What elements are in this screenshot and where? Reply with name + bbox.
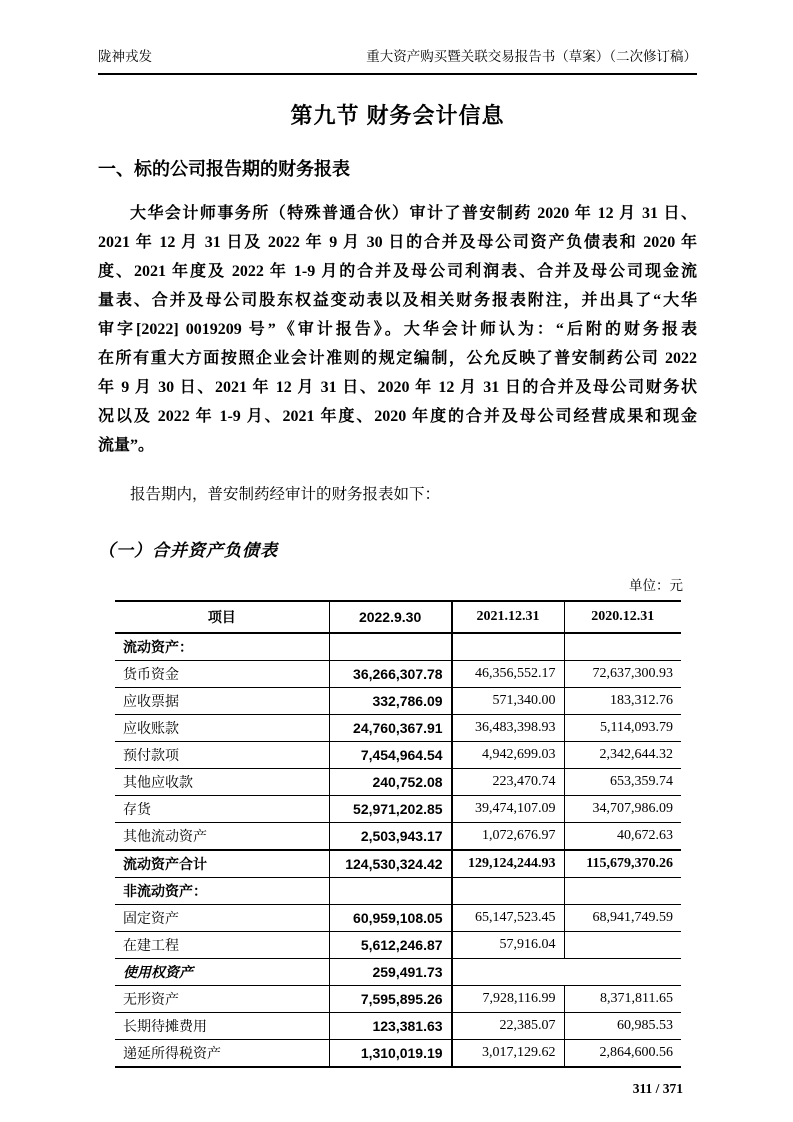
cell-2022-9-30: 123,381.63 [329,1013,451,1040]
section-heading: 一、标的公司报告期的财务报表 [98,159,350,179]
cell-2020-12-31: 5,114,093.79 [564,715,681,742]
row-label: 非流动资产： [115,878,329,905]
cell-2020-12-31 [564,633,681,661]
consolidated-balance-sheet-table [115,600,681,1068]
column-header-2020-12-31: 2020.12.31 [564,601,681,633]
subsection-heading: （一）合并资产负债表 [98,541,278,560]
cell-2021-12-31 [452,633,564,661]
column-header-2021-12-31: 2021.12.31 [452,601,564,633]
row-label: 应收账款 [115,715,329,742]
cell-2020-12-31: 40,672.63 [564,823,681,851]
cell-2022-9-30: 52,971,202.85 [329,796,451,823]
cell-2022-9-30: 36,266,307.78 [329,661,451,688]
row-label: 在建工程 [115,932,329,959]
cell-2021-12-31: 1,072,676.97 [452,823,564,851]
cell-2020-12-31: 34,707,986.09 [564,796,681,823]
header-report-title: 重大资产购买暨关联交易报告书（草案）（二次修订稿） [366,49,697,64]
cell-2022-9-30: 7,454,964.54 [329,742,451,769]
row-label: 货币资金 [115,661,329,688]
table-row [115,959,681,986]
row-label: 流动资产合计 [115,850,329,878]
cell-2020-12-31 [564,932,681,959]
cell-2020-12-31: 8,371,811.65 [564,986,681,1013]
cell-2021-12-31: 57,916.04 [452,932,564,959]
cell-2020-12-31: 653,359.74 [564,769,681,796]
row-label: 其他流动资产 [115,823,329,851]
row-label: 其他应收款 [115,769,329,796]
row-label: 无形资产 [115,986,329,1013]
cell-2022-9-30: 60,959,108.05 [329,905,451,932]
cell-2022-9-30: 5,612,246.87 [329,932,451,959]
cell-2021-2020-merged [452,959,681,986]
cell-2020-12-31: 183,312.76 [564,688,681,715]
paragraph-line: 度、2021 年度及 2022 年 1-9 月的合并及母公司利润表、合并及母公司现金流 [98,263,697,280]
cell-2021-12-31: 223,470.74 [452,769,564,796]
cell-2021-12-31 [452,878,564,905]
paragraph-line: 流量”。 [98,437,155,454]
cell-2020-12-31: 60,985.53 [564,1013,681,1040]
row-label: 存货 [115,796,329,823]
cell-2022-9-30: 240,752.08 [329,769,451,796]
paragraph-line: 况以及 2022 年 1-9 月、2021 年度、2020 年度的合并及母公司经营成果和现金 [98,408,697,425]
cell-2021-12-31: 22,385.07 [452,1013,564,1040]
row-label: 递延所得税资产 [115,1040,329,1068]
column-header-2022-9-30: 2022.9.30 [329,601,451,633]
paragraph-line: 在所有重大方面按照企业会计准则的规定编制，公允反映了普安制药公司 2022 [98,350,697,367]
cell-2021-12-31: 4,942,699.03 [452,742,564,769]
cell-2022-9-30 [329,633,451,661]
paragraph-line: 量表、合并及母公司股东权益变动表以及相关财务报表附注，并出具了“大华 [98,292,697,309]
row-label: 预付款项 [115,742,329,769]
cell-2021-12-31: 571,340.00 [452,688,564,715]
report-note: 报告期内，普安制药经审计的财务报表如下： [130,486,441,503]
column-header-item: 项目 [115,601,329,633]
audit-opinion-paragraph [98,199,697,460]
cell-2022-9-30: 7,595,895.26 [329,986,451,1013]
cell-2021-12-31: 7,928,116.99 [452,986,564,1013]
paragraph-line: 审字[2022] 0019209 号”《审计报告》。大华会计师认为：“后附的财务报表 [98,321,697,338]
table-row [115,932,681,959]
table-row [115,796,681,823]
table-row [115,823,681,851]
table-row [115,1040,681,1068]
table-row [115,715,681,742]
chapter-title: 第九节 财务会计信息 [290,103,505,128]
table-row [115,905,681,932]
cell-2020-12-31 [564,878,681,905]
cell-2020-12-31: 72,637,300.93 [564,661,681,688]
table-row [115,1013,681,1040]
paragraph-line: 年 9 月 30 日、2021 年 12 月 31 日、2020 年 12 月 31 日的合并及母公司财务状 [98,379,697,396]
table-row [115,688,681,715]
cell-2020-12-31: 68,941,749.59 [564,905,681,932]
cell-2022-9-30: 24,760,367.91 [329,715,451,742]
unit-label: 单位：元 [629,578,683,593]
page-number: 311 / 371 [632,1081,683,1096]
row-label: 使用权资产 [115,959,329,986]
cell-2020-12-31: 115,679,370.26 [564,850,681,878]
cell-2020-12-31: 2,864,600.56 [564,1040,681,1068]
row-label: 应收票据 [115,688,329,715]
cell-2021-12-31: 3,017,129.62 [452,1040,564,1068]
table-row [115,633,681,661]
paragraph-line: 大华会计师事务所（特殊普通合伙）审计了普安制药 2020 年 12 月 31 日、 [130,205,697,222]
cell-2022-9-30: 124,530,324.42 [329,850,451,878]
cell-2021-12-31: 129,124,244.93 [452,850,564,878]
cell-2021-12-31: 36,483,398.93 [452,715,564,742]
table-row [115,769,681,796]
cell-2022-9-30: 2,503,943.17 [329,823,451,851]
header-company-name: 陇神戎发 [98,49,152,64]
cell-2020-12-31: 2,342,644.32 [564,742,681,769]
table-header-row [115,601,681,633]
table-row [115,742,681,769]
table-row [115,661,681,688]
cell-2022-9-30: 1,310,019.19 [329,1040,451,1068]
table-row [115,878,681,905]
row-label: 流动资产： [115,633,329,661]
cell-2022-9-30: 259,491.73 [329,959,451,986]
cell-2022-9-30 [329,878,451,905]
cell-2021-12-31: 39,474,107.09 [452,796,564,823]
row-label: 固定资产 [115,905,329,932]
cell-2022-9-30: 332,786.09 [329,688,451,715]
cell-2021-12-31: 65,147,523.45 [452,905,564,932]
row-label: 长期待摊费用 [115,1013,329,1040]
paragraph-line: 2021 年 12 月 31 日及 2022 年 9 月 30 日的合并及母公司资产负债表和 2020 年 [98,234,697,251]
table-row [115,986,681,1013]
table-row [115,850,681,878]
cell-2021-12-31: 46,356,552.17 [452,661,564,688]
page-header [98,48,697,75]
